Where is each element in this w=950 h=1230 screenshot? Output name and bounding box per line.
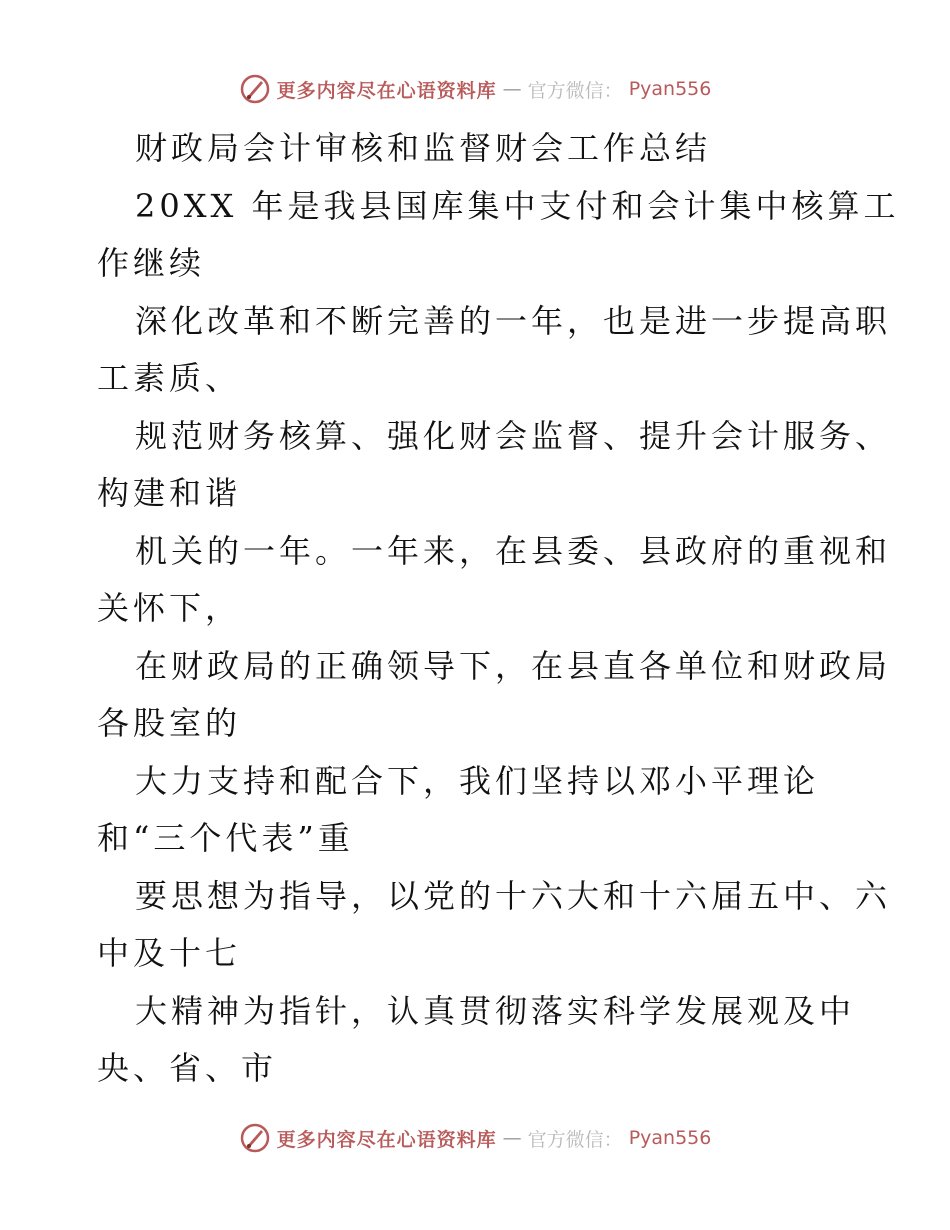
- banner-main-text: 更多内容尽在心语资料库: [276, 1128, 497, 1151]
- paragraph-line: 深化改革和不断完善的一年，也是进一步提高职: [135, 301, 892, 340]
- paragraph-line: 构建和谐: [97, 474, 242, 512]
- paragraph-line: 20XX 年是我县国库集中支付和会计集中核算工: [135, 186, 900, 225]
- document-body: [97, 120, 900, 1098]
- banner-separator: —: [502, 1127, 522, 1149]
- paragraph-line: 央、省、市: [97, 1049, 278, 1087]
- paragraph-line: 作继续: [97, 244, 206, 282]
- document-title: 财政局会计审核和监督财会工作总结: [135, 129, 712, 167]
- banner-wechat-id: Pyan556: [628, 78, 712, 100]
- quill-logo-icon: [239, 1122, 271, 1154]
- quill-logo-icon: [239, 73, 271, 105]
- footer-banner: [0, 1121, 950, 1155]
- banner-wechat-label: 官方微信：: [527, 1128, 623, 1151]
- paragraph-line: 机关的一年。一年来，在县委、县政府的重视和: [135, 531, 892, 570]
- paragraph-line: 大力支持和配合下，我们坚持以邓小平理论: [135, 761, 820, 800]
- paragraph-line: 工素质、: [97, 359, 242, 397]
- paragraph-line: 规范财务核算、强化财会监督、提升会计服务、: [135, 416, 892, 455]
- paragraph-line: 大精神为指针，认真贯彻落实科学发展观及中: [135, 991, 856, 1030]
- banner-wechat-id: Pyan556: [628, 1127, 712, 1149]
- paragraph-line: 各股室的: [97, 704, 242, 742]
- paragraph-line: 中及十七: [97, 934, 242, 972]
- banner-separator: —: [502, 78, 522, 100]
- paragraph-line: 关怀下，: [97, 589, 242, 627]
- banner-main-text: 更多内容尽在心语资料库: [276, 79, 497, 102]
- paragraph-line: 和“三个代表”重: [97, 819, 354, 857]
- banner-wechat-label: 官方微信：: [527, 79, 623, 102]
- paragraph-line: 在财政局的正确领导下，在县直各单位和财政局: [135, 646, 892, 685]
- paragraph-line: 要思想为指导，以党的十六大和十六届五中、六: [135, 876, 892, 915]
- header-banner: [0, 72, 950, 106]
